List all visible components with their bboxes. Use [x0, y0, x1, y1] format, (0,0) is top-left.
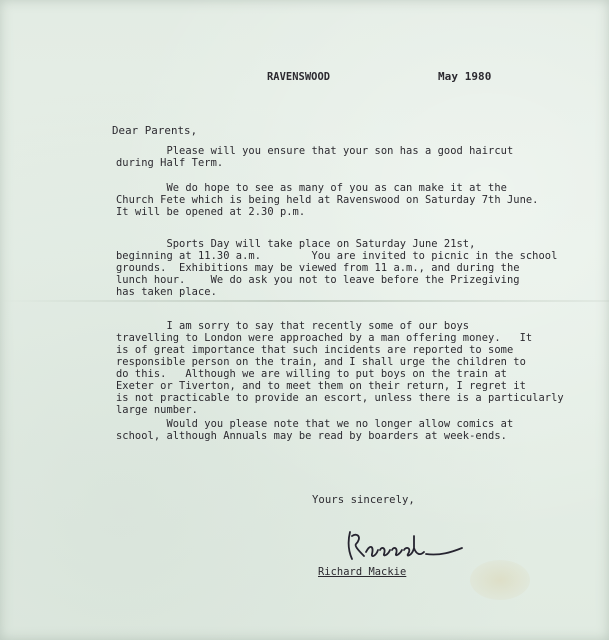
signer-name: Richard Mackie — [318, 566, 407, 578]
letter-date: May 1980 — [438, 70, 492, 83]
closing: Yours sincerely, — [312, 494, 415, 506]
paragraph-sports-day: Sports Day will take place on Saturday June 21st, beginning at 11.30 a.m. You are invited to picnic in the school grounds. Exhibitions may be viewed from 11 a.m., and during the lunch hour. We do ask you not to leave before the Prizegiving has taken place. — [116, 238, 558, 298]
paper-stain — [470, 560, 530, 600]
handwritten-signature — [340, 526, 470, 566]
paragraph-church-fete: We do hope to see as many of you as can make it at the Church Fete which is being held at Ravenswood on Saturday 7th June. It will be opened at 2.30 p.m. — [116, 182, 539, 218]
paragraph-haircut: Please will you ensure that your son has a good haircut during Half Term. — [116, 145, 514, 169]
paragraph-travel-warning: I am sorry to say that recently some of our boys travelling to London were approached by a man offering money. It is of great importance that such incidents are reported to some responsible person on the train, and I shall urge the children to do this. Although we are willing to put boys on the train at Exeter or Tiverton, and to meet them on their return, I regret it is not practicable to provide an escort, unless there is a particularly large number. — [116, 320, 564, 416]
paragraph-comics: Would you please note that we no longer allow comics at school, although Annuals may be read by boarders at week-ends. — [116, 418, 514, 442]
paper-fold-line — [0, 300, 609, 302]
letterhead-place: RAVENSWOOD — [267, 71, 331, 83]
salutation: Dear Parents, — [112, 124, 198, 137]
